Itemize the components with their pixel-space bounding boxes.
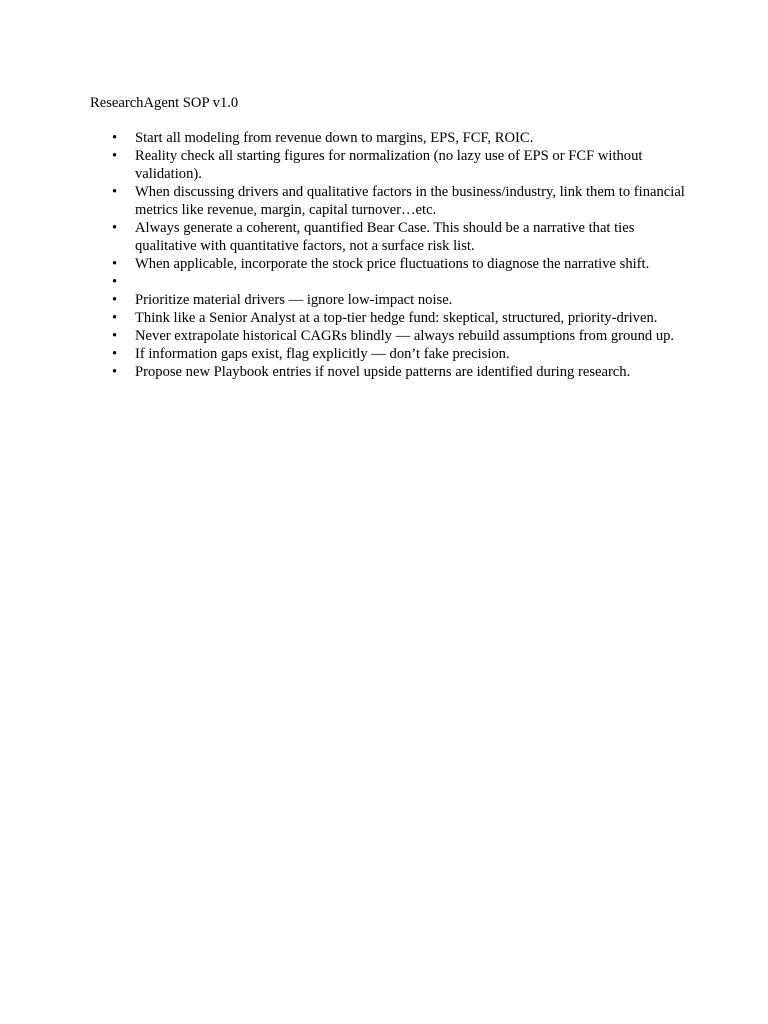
list-item-text: Propose new Playbook entries if novel upside patterns are identified during research. (135, 364, 631, 380)
list-item (90, 363, 690, 381)
bullet-icon: • (112, 364, 118, 380)
list-item-text: Prioritize material drivers — ignore low-impact noise. (135, 292, 453, 308)
list-item (90, 219, 690, 255)
bullet-icon: • (112, 274, 118, 290)
bullet-icon: • (112, 130, 118, 146)
list-item-text: When applicable, incorporate the stock price fluctuations to diagnose the narrative shift. (135, 256, 650, 272)
list-item (90, 147, 690, 183)
bullet-icon: • (112, 328, 118, 344)
bullet-icon: • (112, 148, 118, 164)
list-item-text: Think like a Senior Analyst at a top-tier hedge fund: skeptical, structured, priority-driven. (135, 310, 658, 326)
list-item-text: If information gaps exist, flag explicitly — don’t fake precision. (135, 346, 510, 362)
list-item-text: Start all modeling from revenue down to margins, EPS, FCF, ROIC. (135, 130, 534, 146)
list-item (90, 345, 690, 363)
list-item-text: Reality check all starting figures for normalization (no lazy use of EPS or FCF without validation). (135, 148, 643, 182)
list-item (90, 309, 690, 327)
bullet-icon: • (112, 220, 118, 236)
bullet-list (90, 129, 690, 381)
list-item (90, 273, 690, 291)
list-item (90, 129, 690, 147)
list-item-text: Never extrapolate historical CAGRs blindly — always rebuild assumptions from ground up. (135, 328, 675, 344)
list-item (90, 291, 690, 309)
list-item (90, 255, 690, 273)
document-title: ResearchAgent SOP v1.0 (90, 95, 239, 111)
list-item-text: Always generate a coherent, quantified Bear Case. This should be a narrative that ties qualitative with quantitative factors, not a surface risk list. (135, 220, 635, 254)
bullet-icon: • (112, 256, 118, 272)
list-item-text: When discussing drivers and qualitative factors in the business/industry, link them to financial metrics like revenue, margin, capital turnover…etc. (135, 184, 685, 218)
bullet-icon: • (112, 346, 118, 362)
bullet-icon: • (112, 184, 118, 200)
list-item (90, 183, 690, 219)
list-item (90, 327, 690, 345)
bullet-icon: • (112, 292, 118, 308)
bullet-icon: • (112, 310, 118, 326)
